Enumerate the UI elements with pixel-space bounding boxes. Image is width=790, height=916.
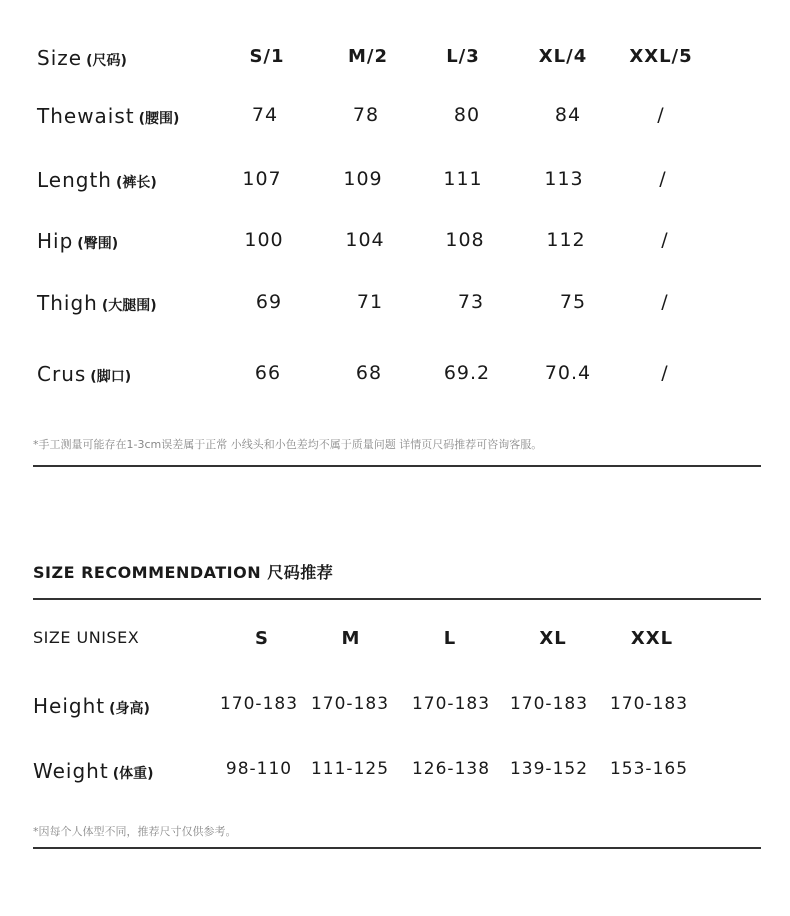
size-table-header [0, 46, 790, 86]
cell: 111 [443, 168, 483, 190]
row-label: Length (裤长) [37, 168, 157, 192]
col-xl: XL [539, 628, 567, 649]
cell: 74 [251, 104, 279, 126]
row-label: Hip (臀围) [37, 229, 119, 253]
size-col-2: M/2 [347, 46, 388, 67]
size-col-4: XL/4 [538, 46, 588, 67]
col-xxl: XXL [630, 628, 674, 649]
row-label: Thewaist (腰围) [37, 104, 180, 128]
cell: / [657, 104, 665, 126]
length-row [0, 168, 790, 208]
cell: 126-138 [411, 759, 491, 779]
cell: 80 [453, 104, 481, 126]
cell: 170-183 [411, 694, 491, 714]
cell: 71 [356, 291, 384, 313]
col-m: M [341, 628, 361, 649]
header-label: SIZE UNISEX [33, 628, 140, 647]
divider [33, 598, 761, 600]
waist-row [0, 104, 790, 144]
cell: 68 [355, 362, 383, 384]
cell: 69 [255, 291, 283, 313]
cell: 170-183 [219, 694, 299, 714]
cell: 113 [544, 168, 584, 190]
cell: 104 [345, 229, 385, 251]
cell: 112 [546, 229, 586, 251]
col-s: S [255, 628, 269, 649]
row-label: Thigh (大腿围) [37, 291, 157, 315]
size-col-5: XXL/5 [629, 46, 693, 67]
cell: 69.2 [443, 362, 491, 384]
measurement-note: *手工测量可能存在1-3cm误差属于正常 小线头和小色差均不属于质量问题 详情页尺码推荐可咨询客服。 [33, 438, 543, 451]
cell: 100 [244, 229, 284, 251]
size-header-label: Size (尺码) [37, 46, 127, 70]
cell: 170-183 [509, 694, 589, 714]
recommendation-header [0, 628, 790, 668]
cell: 153-165 [609, 759, 689, 779]
cell: 170-183 [609, 694, 689, 714]
cell: 108 [445, 229, 485, 251]
recommendation-note: *因每个人体型不同，推荐尺寸仅供参考。 [33, 825, 237, 838]
col-l: L [443, 628, 457, 649]
cell: 109 [343, 168, 383, 190]
divider [33, 465, 761, 467]
thigh-row [0, 291, 790, 331]
cell: 139-152 [509, 759, 589, 779]
row-label: Height (身高) [33, 694, 150, 718]
row-label: Crus (脚口) [37, 362, 132, 386]
cell: 84 [554, 104, 582, 126]
cell: / [661, 229, 669, 251]
cell: / [659, 168, 667, 190]
section-title: SIZE RECOMMENDATION 尺码推荐 [33, 563, 334, 582]
height-row [0, 694, 790, 734]
cell: 73 [457, 291, 485, 313]
cell: 75 [559, 291, 587, 313]
crus-row [0, 362, 790, 402]
row-label: Weight (体重) [33, 759, 154, 783]
cell: 170-183 [310, 694, 390, 714]
cell: 70.4 [544, 362, 592, 384]
cell: 66 [254, 362, 282, 384]
cell: 107 [242, 168, 282, 190]
cell: / [661, 362, 669, 384]
hip-row [0, 229, 790, 269]
cell: / [661, 291, 669, 313]
cell: 78 [352, 104, 380, 126]
size-col-1: S/1 [249, 46, 285, 67]
cell: 111-125 [310, 759, 390, 779]
size-col-3: L/3 [446, 46, 480, 67]
cell: 98-110 [225, 759, 293, 779]
weight-row [0, 759, 790, 799]
divider [33, 847, 761, 849]
